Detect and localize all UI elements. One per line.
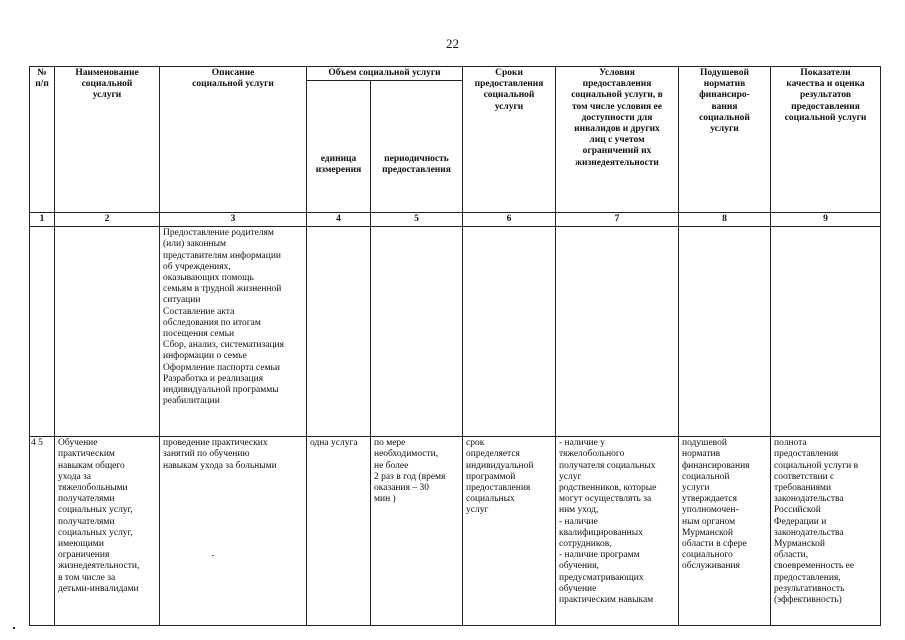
cell-text-line: требованиями [774,483,832,494]
cell-text-line: - наличие [559,516,598,527]
cell-text-line: по мере [374,438,406,449]
cell-text-line: социальных [466,494,515,505]
cell-text-line: предоставления [382,165,451,175]
cell-text-line: норматив [682,449,721,460]
cell-text-line: ситуации [163,295,201,306]
scan-mark [13,627,15,629]
cell-text-line: Составление акта [163,306,235,317]
cell-text-line: семьям в трудной жизненной [163,284,282,295]
empty-cell [679,227,771,437]
cell-text-line: обучения, [559,561,599,572]
cell-text-line: (эффективность) [774,595,842,606]
cell-text-line: посещения семьи [163,329,235,340]
cell-text-line: социальной [483,90,535,101]
empty-cell [556,227,679,437]
cell-text-line: предоставления [466,483,531,494]
cell-text-line: № [37,68,47,78]
cell-text-line: финансиро- [699,90,750,101]
cell-text-line: детьми-инвалидами [58,583,139,594]
cell-text-line: об учреждениях, [163,261,231,272]
cell-text-line: том числе условия ее [572,101,662,112]
table-row-45 [30,437,881,626]
cell-text-line: качества и оценка [786,79,865,90]
cell-text-line: (или) законным [163,239,227,250]
cell-text-line: жизнедеятельности, [58,561,140,572]
cell-text-line: предусматривающих [559,572,644,583]
cell-text-line: обслуживания [682,561,740,572]
cell-text-line: услуги [710,124,739,135]
cell-text-line: ным органом [682,516,736,527]
cell-text-line: полнота [774,438,807,449]
cell-text-line: социальной услуги [784,112,867,123]
cell-text-line: услуги [494,101,524,112]
cell-text-line: периодичность [384,153,449,164]
cell-text-line: уполномочен- [682,505,739,516]
cell-text-line: предоставления [582,79,652,90]
column-number: 6 [463,213,556,227]
cell-text-line: не более [374,460,409,471]
cell-text-line: жизнедеятельности [575,157,659,168]
cell-text-line: социальной [699,112,750,123]
cell-text-line: информации о семье [163,351,247,362]
column-number: 2 [55,213,160,227]
cell-text-line: социальной услуги, в [571,90,663,101]
cell-text-line: измерения [315,165,362,175]
header-quality [771,67,881,213]
header-periodicity [371,81,463,213]
cell-text-line: тяжелобольного [559,449,625,460]
cell-text-line: имеющими [58,539,104,550]
cell-text-line: сотрудников, [559,539,612,550]
cell-text-line: оказывающих помощь [163,273,254,284]
cell-text-line: - наличие программ [559,550,640,561]
cell-text-line: получателя социальных [559,460,656,471]
cell-text-line: реабилитации [163,396,220,407]
cell-text-line: практическим [58,449,115,460]
column-number: 4 [307,213,371,227]
cell-text-line: социальной услуги в [774,460,859,471]
cell-text-line: доступности для [581,112,653,123]
cell-text-line: получателями [58,516,115,527]
cell-text-line: Оформление паспорта семьи [163,362,280,373]
column-number: 3 [160,213,307,227]
cell-text-line: Федерации и [774,516,827,527]
cell-text-line: п/п [35,79,49,90]
column-number: 9 [771,213,881,227]
cell-text-line: - наличие у [559,438,605,449]
cell-text-line: финансирования [682,460,750,471]
column-number-row [30,213,881,227]
cell-text-line: Российской [774,505,821,516]
cell-text-line: социальной [81,79,133,90]
cell-text-line: единица [320,153,357,164]
cell-text-line: индивидуальной [466,460,534,471]
cell-text-line: представителям информации [163,250,281,261]
scan-speck [212,555,214,556]
cell-text-line: Предоставление родителям [163,228,274,239]
cell-text-line: предоставления, [774,572,841,583]
cell-text-line: обучение [559,583,597,594]
cell-text-line: оказания – 30 [374,483,429,494]
cell-text-line: услуг [466,505,489,516]
cell-text-line: соответствии с [774,471,835,482]
cell-text-line: навыкам ухода за больными [163,460,277,471]
cell-text-line: Обучение [58,438,98,449]
continuation-description [160,227,307,437]
column-number: 1 [30,213,55,227]
cell-text-line: 2 раз в год (время [374,471,446,482]
cell-text-line: законодательства [774,527,844,538]
header-terms [463,67,556,213]
cell-text-line: социальной услуги [192,79,274,90]
service-description [160,437,307,626]
cell-text-line: мин ) [374,494,396,505]
cell-text-line: Наименование [75,68,139,78]
unit-of-measure [307,437,371,626]
cell-text-line: проведение практических [163,438,268,449]
cell-text-line: результативность [774,583,845,594]
cell-text-line: инвалидов и других [574,124,660,135]
empty-cell [771,227,881,437]
empty-cell [307,227,371,437]
header-unit [307,81,371,213]
header-description [160,67,307,213]
header-financing [679,67,771,213]
cell-text-line: ухода за [58,471,92,482]
cell-text-line: практическим навыкам [559,595,654,606]
cell-text-line: Условия [599,68,635,78]
empty-cell [30,227,55,437]
cell-text-line: утверждается [682,494,737,505]
cell-text-line: квалифицированных [559,527,643,538]
cell-text-line: определяется [466,449,520,460]
cell-text-line: услуги [682,483,710,494]
periodicity [371,437,463,626]
cell-text-line: индивидуальной программы [163,385,279,396]
header-row-1 [30,67,881,81]
column-number: 7 [556,213,679,227]
cell-text-line: одна услуга [310,438,358,449]
cell-text-line: результатов [799,90,852,101]
cell-text-line: получателями [58,494,115,505]
cell-text-line: своевременность ее [774,561,855,572]
services-table [29,66,881,626]
cell-text-line: ограничений их [582,146,652,157]
empty-cell [55,227,160,437]
cell-text-line: навыкам общего [58,460,125,471]
continuation-row [30,227,881,437]
cell-text-line: Показатели [800,68,851,78]
financing-norm [679,437,771,626]
cell-text-line: норматив [703,79,746,90]
cell-text-line: Мурманской [774,539,825,550]
header-conditions [556,67,679,213]
cell-text-line: Сроки [495,68,523,78]
cell-text-line: предоставления [474,79,544,90]
cell-text-line: занятий по обучению [163,449,250,460]
column-number: 5 [371,213,463,227]
header-volume: Объем социальной услуги [307,67,463,81]
cell-text-line: Мурманской [682,527,733,538]
cell-text-line: услуги [92,90,122,101]
cell-text-line: родственников, которые [559,483,657,494]
cell-text-line: области, [774,550,809,561]
cell-text-line: социальных услуг, [58,527,133,538]
cell-text-line: лиц с учетом [589,135,645,146]
cell-text-line: предоставления [774,449,839,460]
cell-text-line: Сбор, анализ, систематизация [163,340,285,351]
cell-text-line: социальной [682,471,730,482]
quality-indicators [771,437,881,626]
cell-text-line: области в сфере [682,539,747,550]
cell-text-line: обследования по итогам [163,317,261,328]
header-service-name [55,67,160,213]
cell-text-line: программой [466,471,516,482]
cell-text-line: предоставления [791,101,860,112]
page-number: 22 [446,36,459,51]
cell-text-line: Описание [211,68,255,78]
cell-text-line: социальных услуг, [58,505,133,516]
column-number: 8 [679,213,771,227]
cell-text-line: Подушевой [700,68,749,78]
cell-text-line: тяжелобольными [58,483,128,494]
row-number: 4 5 [30,437,55,626]
cell-text-line: могут осуществлять за [559,494,652,505]
cell-text-line: подушевой [682,438,727,449]
empty-cell [371,227,463,437]
cell-text-line: социального [682,550,733,561]
cell-text-line: ним уход, [559,505,599,516]
cell-text-line: законодательства [774,494,844,505]
cell-text-line: вания [711,101,738,112]
empty-cell [463,227,556,437]
provision-conditions [556,437,679,626]
cell-text-line: ограничения [58,550,110,561]
cell-text-line: услуг [559,471,582,482]
cell-text-line: срок [466,438,485,449]
header-number [30,67,55,213]
cell-text-line: необходимости, [374,449,439,460]
cell-text-line: Разработка и реализация [163,373,264,384]
service-name [55,437,160,626]
provision-terms [463,437,556,626]
cell-text-line: в том числе за [58,572,116,583]
